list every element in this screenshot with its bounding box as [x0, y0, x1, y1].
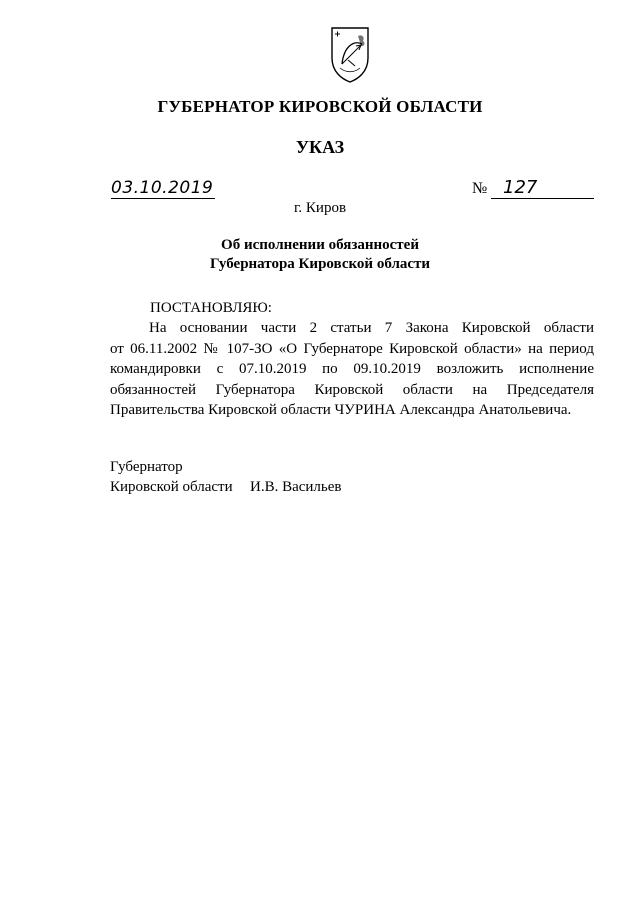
body-line: На основании части 2 статьи 7 Закона Кировской области [149, 320, 594, 336]
document-subject [0, 236, 640, 274]
signatory-title: Губернатор [110, 459, 183, 475]
subject-line: Губернатора Кировской области [209, 256, 431, 272]
subject-line: Об исполнении обязанностей [221, 237, 419, 253]
signatory-region: Кировской области [110, 479, 233, 495]
decree-keyword: ПОСТАНОВЛЯЮ: [150, 300, 272, 316]
decree-body [110, 318, 594, 421]
kirov-coat-of-arms-icon [328, 24, 372, 84]
body-line: обязанностей Губернатора Кировской области на Председателя [110, 381, 594, 398]
document-date: 03.10.2019 [111, 178, 214, 198]
body-line: командировки с 07.10.2019 по 09.10.2019 возложить исполнение [110, 361, 594, 377]
document-number: 127 [491, 177, 594, 199]
issue-city: г. Киров [293, 200, 347, 216]
number-sign: № [472, 180, 488, 197]
issuer-title: ГУБЕРНАТОР КИРОВСКОЙ ОБЛАСТИ [157, 97, 483, 116]
document-type: УКАЗ [295, 137, 345, 157]
signatory-name: И.В. Васильев [250, 479, 342, 495]
body-line: от 06.11.2002 № 107-ЗО «О Губернаторе Кировской области» на период [110, 340, 594, 357]
body-line: Правительства Кировской области ЧУРИНА Александра Анатольевича. [110, 402, 572, 418]
